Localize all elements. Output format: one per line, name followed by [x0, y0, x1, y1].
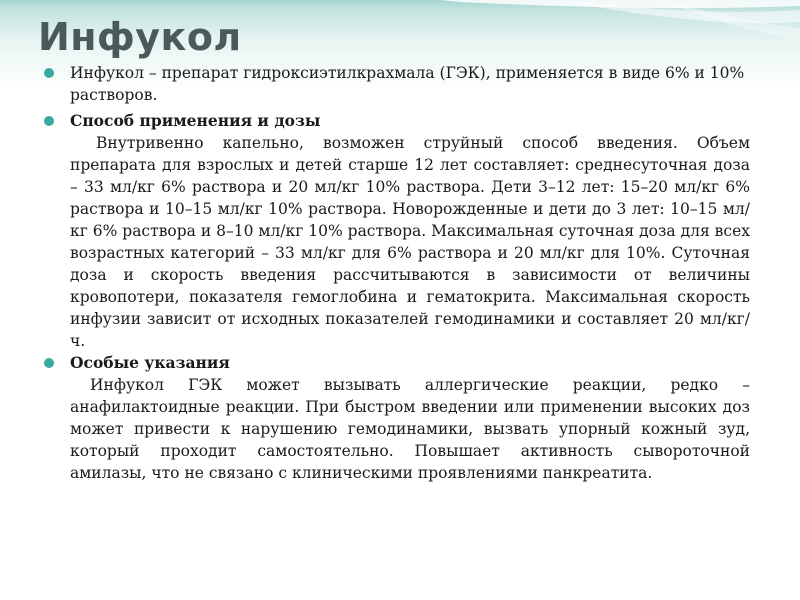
- special-instructions-heading: Особые указания: [70, 353, 230, 372]
- special-instructions-paragraph: Инфукол ГЭК может вызывать аллергические реакции, редко – анафилактоидные реакции. При быстром введении или применении высоких доз может привести к нарушению гемодинамики, вызвать упорный кожный зуд, который проходит самостоятельно. Повышает активность сывороточной амилазы, что не связано с клиническими проявлениями панкреатита.: [70, 376, 750, 482]
- bullet-special-heading: [44, 352, 750, 374]
- teal-dot-bullet-icon: [44, 68, 54, 78]
- slide-content: [44, 62, 750, 484]
- slide-title: Инфукол: [38, 15, 242, 59]
- teal-dot-bullet-icon: [44, 116, 54, 126]
- bullet-intro-text: Инфукол – препарат гидроксиэтилкрахмала (ГЭК), применяется в виде 6% и 10% растворов.: [70, 64, 745, 104]
- bullet-intro: [44, 62, 750, 106]
- dosage-heading: Способ применения и дозы: [70, 111, 321, 130]
- dosage-paragraph: Внутривенно капельно, возможен струйный способ введения. Объем препарата для взрослых и детей старше 12 лет составляет: среднесуточная доза – 33 мл/кг 6% раствора и 20 мл/кг 10% раствора. Дети 3–12 лет: 15–20 мл/кг 6% раствора и 10–15 мл/кг 10% раствора. Новорожденные и дети до 3 лет: 10–15 мл/кг 6% раствора и 8–10 мл/кг 10% раствора. Максимальная суточная доза для всех возрастных категорий – 33 мл/кг для 6% раствора и 20 мл/кг для 10%. Суточная доза и скорость введения рассчитываются в зависимости от величины кровопотери, показателя гемоглобина и гематокрита. Максимальная скорость инфузии зависит от исходных показателей гемодинамики и составляет 20 мл/кг/ч.: [70, 134, 750, 350]
- teal-dot-bullet-icon: [44, 358, 54, 368]
- corner-swoosh-decoration: [440, 0, 800, 70]
- bullet-dosage-heading: [44, 110, 750, 132]
